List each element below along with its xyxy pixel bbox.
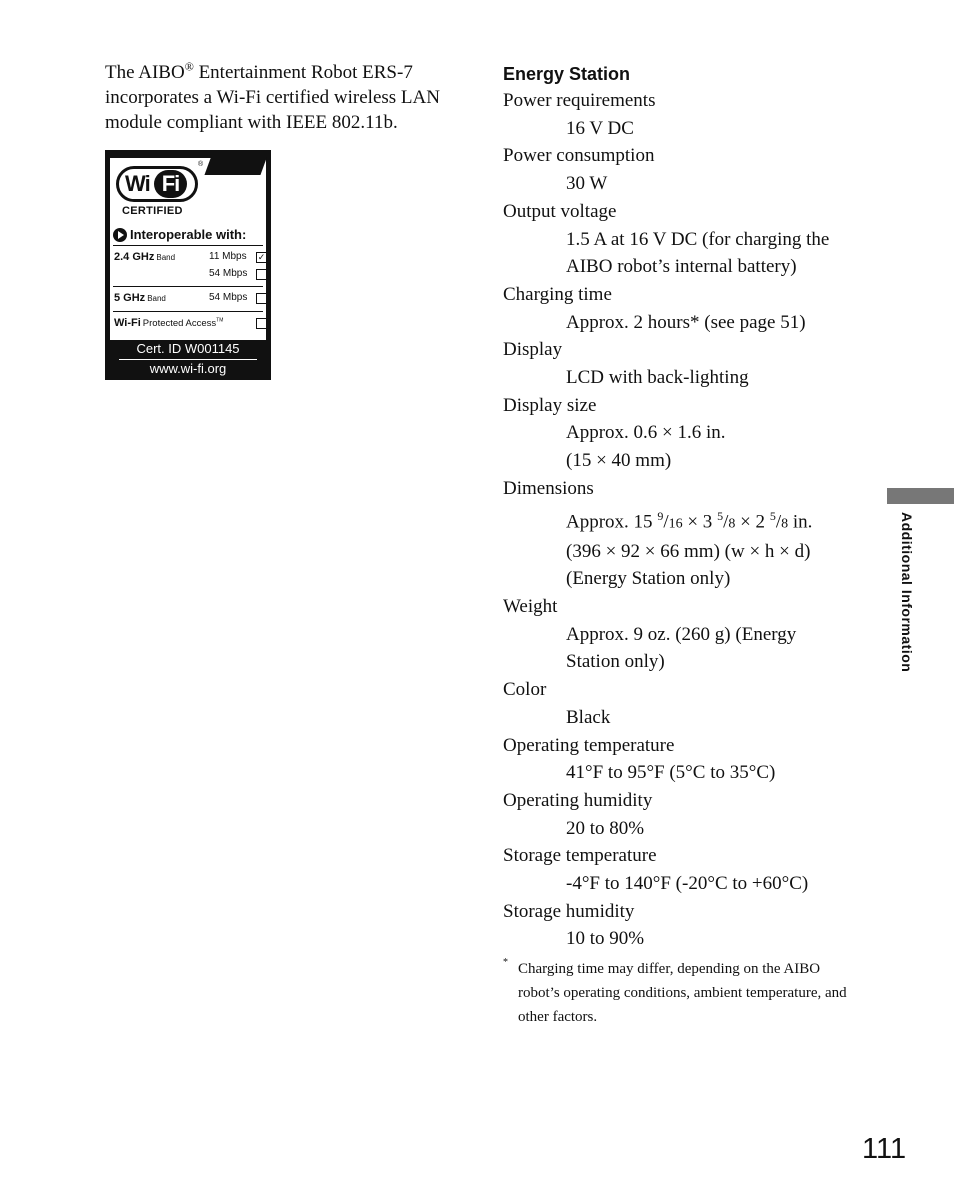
rate-11mbps: 11 Mbps bbox=[209, 251, 247, 262]
spec-label: Weight bbox=[503, 595, 558, 617]
cert-id: Cert. ID W001145 bbox=[136, 341, 240, 356]
footnote-text: Charging time may differ, depending on the AIBO robot’s operating conditions, ambient temperature, and other factors. bbox=[518, 961, 847, 1026]
spec-label: Output voltage bbox=[503, 200, 617, 222]
divider bbox=[119, 359, 257, 360]
logo-registered-mark: ® bbox=[198, 161, 204, 168]
certified-text: CERTIFIED bbox=[122, 205, 183, 217]
spec-label: Operating temperature bbox=[503, 734, 675, 756]
footnote-mark: * bbox=[503, 957, 508, 969]
empty-checkbox-icon bbox=[256, 318, 267, 329]
spec-value: Black bbox=[566, 706, 611, 728]
wifi-url: www.wi-fi.org bbox=[149, 361, 227, 376]
spec-label: Storage humidity bbox=[503, 900, 635, 922]
spec-value: (396 × 92 × 66 mm) (w × h × d) bbox=[566, 540, 811, 562]
spec-value: 16 V DC bbox=[566, 117, 634, 139]
spec-value: (15 × 40 mm) bbox=[566, 450, 672, 472]
wpa-label: Wi-Fi bbox=[114, 317, 141, 329]
band-5ghz-label: 5 GHz bbox=[114, 292, 146, 304]
spec-value: Approx. 9 oz. (260 g) (Energy bbox=[566, 623, 797, 645]
intro-text-end: Entertainment Robot ERS-7 incorporates a Wi-Fi certified wireless LAN module compliant with IEEE 802.11b. bbox=[105, 62, 440, 133]
spec-value: 20 to 80% bbox=[566, 817, 645, 839]
play-arrow-icon bbox=[113, 228, 127, 242]
rate-54mbps: 54 Mbps bbox=[209, 268, 248, 279]
spec-label: Charging time bbox=[503, 283, 612, 305]
spec-label: Storage temperature bbox=[503, 845, 657, 867]
section-heading: Energy Station bbox=[503, 64, 631, 84]
divider bbox=[113, 245, 263, 246]
spec-label: Color bbox=[503, 679, 547, 701]
rate-54mbps: 54 Mbps bbox=[209, 292, 248, 303]
band-24ghz-row bbox=[114, 251, 264, 263]
spec-value: LCD with back-lighting bbox=[566, 367, 749, 389]
spec-label: Dimensions bbox=[503, 477, 594, 499]
spec-value: 10 to 90% bbox=[566, 928, 645, 950]
registered-mark: ® bbox=[184, 59, 194, 74]
interoperable-text: Interoperable with: bbox=[130, 227, 247, 242]
wifi-logo bbox=[116, 166, 198, 202]
trademark-mark: TM bbox=[216, 317, 224, 324]
spec-value: (Energy Station only) bbox=[566, 568, 731, 590]
footnote bbox=[503, 957, 863, 1029]
divider bbox=[113, 311, 263, 312]
wifi-label-panel bbox=[110, 158, 266, 340]
energy-station-specs bbox=[503, 61, 863, 1029]
intro-text-start: The AIBO bbox=[105, 62, 185, 83]
spec-value: -4°F to 140°F (-20°C to +60°C) bbox=[566, 873, 809, 895]
checked-checkbox-icon: ✓ bbox=[257, 252, 266, 262]
spec-label: Power consumption bbox=[503, 145, 655, 167]
section-tab-label: Additional Information bbox=[899, 512, 915, 673]
wpa-row bbox=[114, 317, 264, 329]
spec-value: 41°F to 95°F (5°C to 35°C) bbox=[566, 762, 776, 784]
spec-value: Station only) bbox=[566, 651, 665, 673]
label-corner-notch bbox=[204, 157, 267, 175]
spec-value: AIBO robot’s internal battery) bbox=[566, 256, 797, 278]
spec-label: Operating humidity bbox=[503, 789, 653, 811]
spec-value: Approx. 0.6 × 1.6 in. bbox=[566, 422, 726, 444]
dimensions-value: Approx. 15 $^9$/16 × 3 $^5$/8 × 2 $^5$/8 in. bbox=[566, 508, 813, 532]
interoperable-heading bbox=[113, 227, 265, 242]
spec-value: Approx. 2 hours* (see page 51) bbox=[566, 311, 806, 333]
spec-label: Display bbox=[503, 339, 563, 361]
spec-value: 1.5 A at 16 V DC (for charging the bbox=[566, 228, 830, 250]
divider bbox=[113, 286, 263, 287]
spec-value: 30 W bbox=[566, 173, 608, 195]
wifi-certified-label bbox=[105, 150, 271, 380]
band-5ghz-row bbox=[114, 292, 264, 304]
logo-fi-text: Fi bbox=[154, 170, 188, 198]
wpa-suffix: Protected Access bbox=[142, 318, 217, 329]
band-suffix: Band bbox=[156, 253, 176, 262]
spec-label: Display size bbox=[503, 394, 597, 416]
spec-label: Power requirements bbox=[503, 90, 656, 111]
intro-paragraph bbox=[105, 60, 475, 135]
empty-checkbox-icon bbox=[256, 269, 267, 280]
empty-checkbox-icon bbox=[256, 293, 267, 304]
logo-wi-text: Wi bbox=[125, 171, 150, 196]
section-tab-bar bbox=[887, 488, 954, 504]
band-suffix: Band bbox=[147, 294, 166, 303]
page-number: 111 bbox=[862, 1133, 907, 1165]
band-24ghz-label: 2.4 GHz bbox=[114, 251, 155, 263]
